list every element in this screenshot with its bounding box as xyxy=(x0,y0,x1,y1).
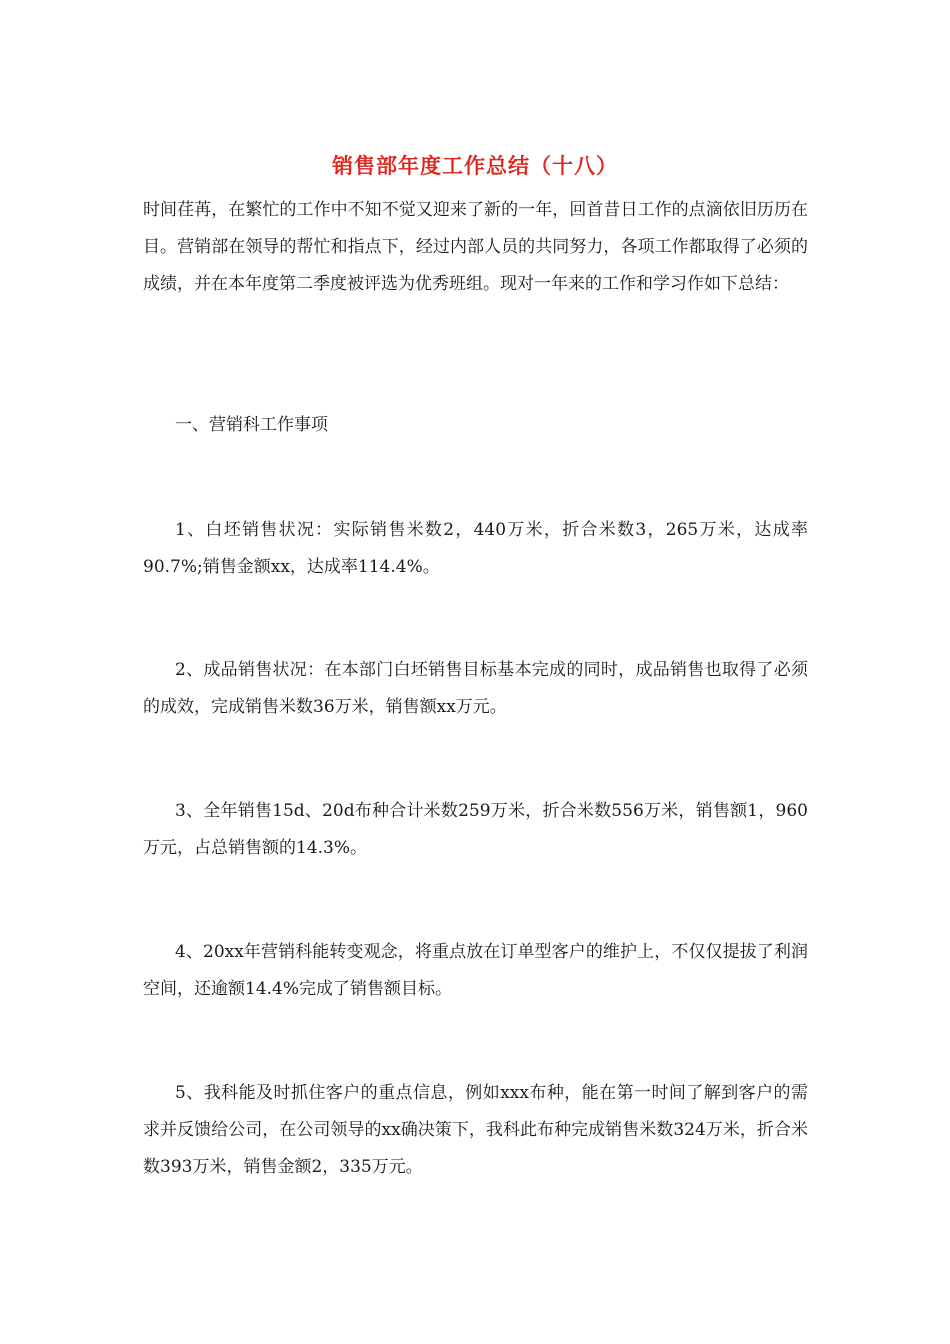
list-item: 1、白坯销售状况：实际销售米数2，440万米，折合米数3，265万米，达成率90.7%;销售金额xx，达成率114.4%。 xyxy=(143,520,808,577)
document-title: 销售部年度工作总结（十八） xyxy=(332,153,618,178)
section-heading: 一、营销科工作事项 xyxy=(175,415,328,435)
list-item: 5、我科能及时抓住客户的重点信息，例如xxx布种，能在第一时间了解到客户的需求并反馈给公司，在公司领导的xx确决策下，我科此布种完成销售米数324万米，折合米数393万米，销售金额2，335万元。 xyxy=(143,1083,808,1177)
list-item: 4、20xx年营销科能转变观念，将重点放在订单型客户的维护上，不仅仅提拔了利润空间，还逾额14.4%完成了销售额目标。 xyxy=(143,942,808,999)
intro-paragraph: 时间荏苒，在繁忙的工作中不知不觉又迎来了新的一年，回首昔日工作的点滴依旧历历在目。营销部在领导的帮忙和指点下，经过内部人员的共同努力，各项工作都取得了必须的成绩，并在本年度第二季度被评选为优秀班组。现对一年来的工作和学习作如下总结： xyxy=(143,200,808,294)
list-item: 3、全年销售15d、20d布种合计米数259万米，折合米数556万米，销售额1，960万元，占总销售额的14.3%。 xyxy=(143,801,808,858)
list-item: 2、成品销售状况：在本部门白坯销售目标基本完成的同时，成品销售也取得了必须的成效，完成销售米数36万米，销售额xx万元。 xyxy=(143,660,808,717)
